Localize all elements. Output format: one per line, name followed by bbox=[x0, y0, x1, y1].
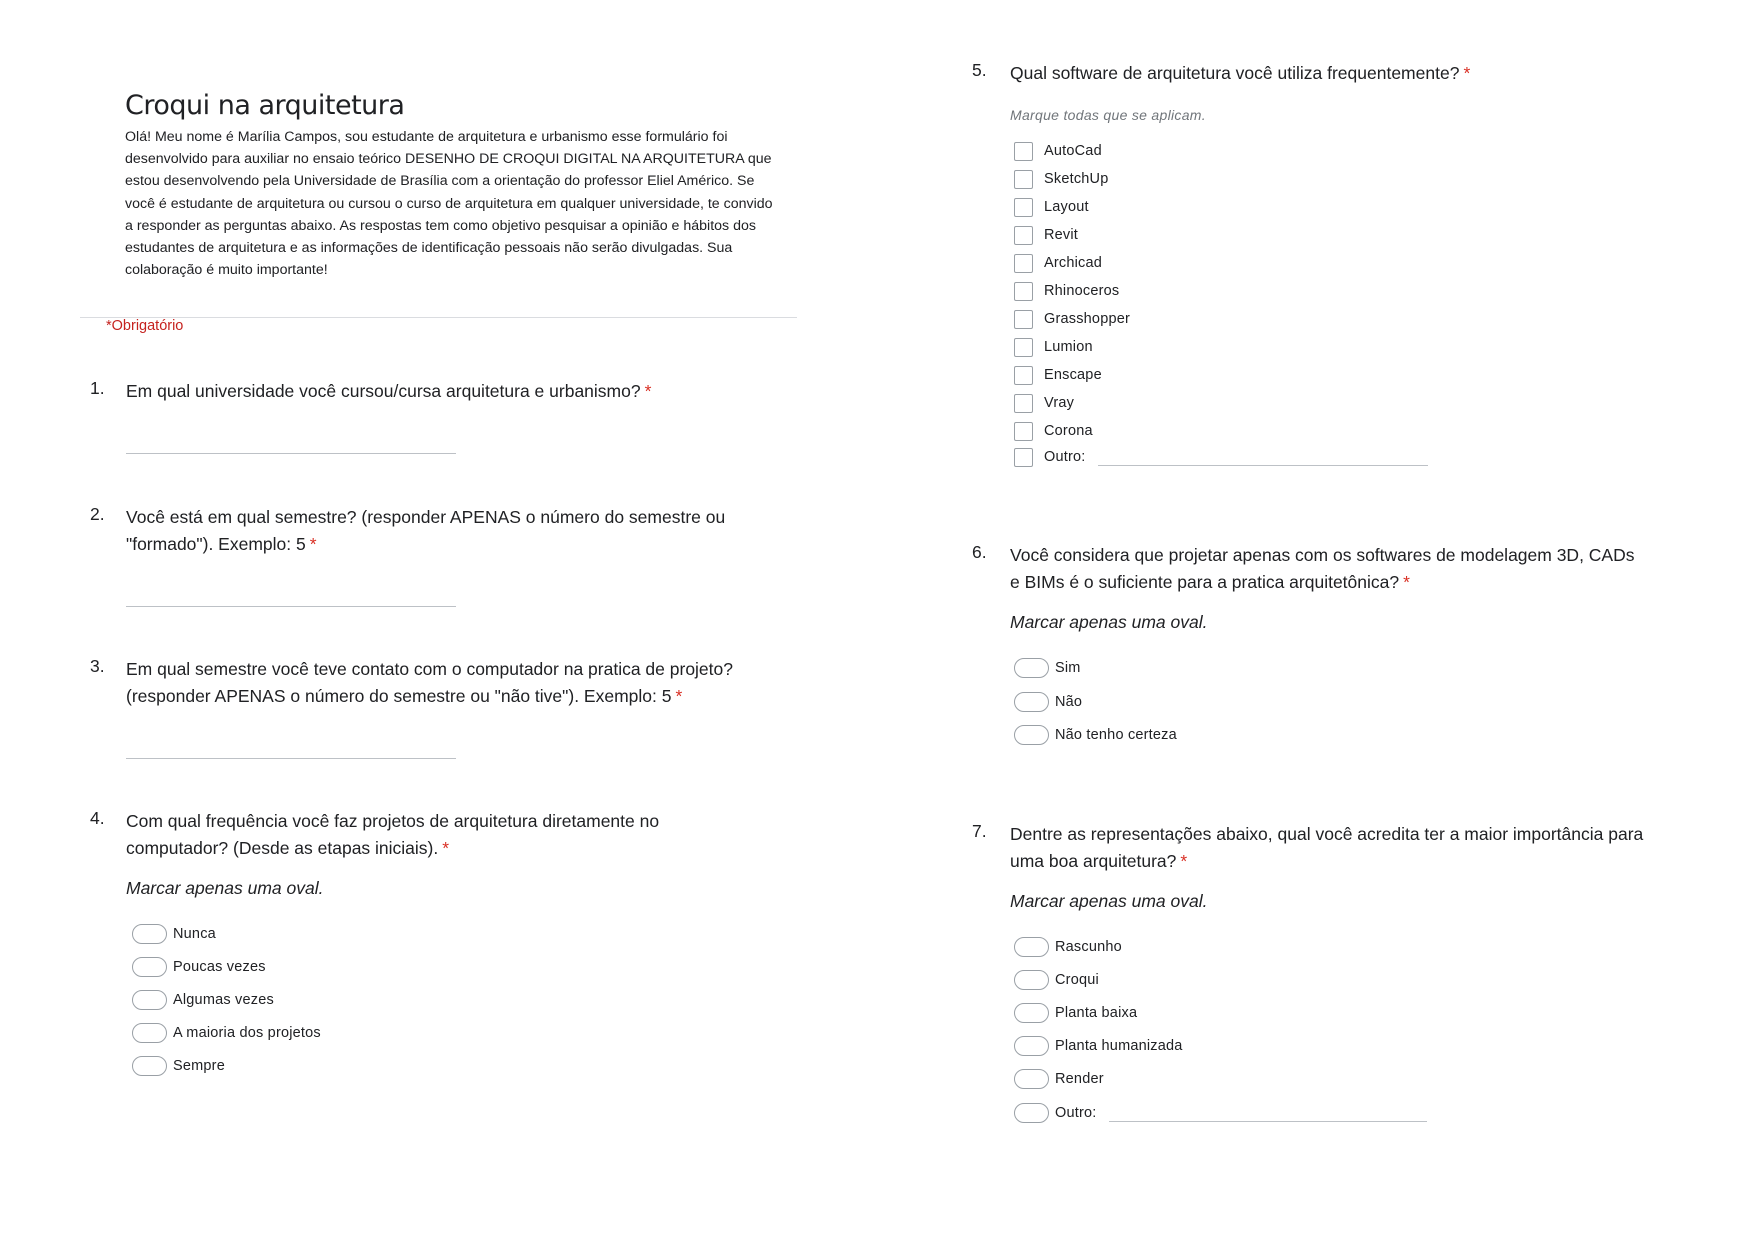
radio-oval[interactable] bbox=[132, 924, 167, 944]
required-asterisk: * bbox=[1403, 572, 1410, 592]
option-label: AutoCad bbox=[1044, 143, 1102, 159]
option-label: Planta humanizada bbox=[1055, 1038, 1183, 1054]
question-number: 7. bbox=[972, 821, 987, 841]
checkbox[interactable] bbox=[1014, 310, 1033, 329]
radio-option[interactable] bbox=[132, 1022, 321, 1044]
option-label: Revit bbox=[1044, 227, 1079, 243]
checkbox-option[interactable] bbox=[1014, 280, 1119, 302]
option-label: Outro: bbox=[1055, 1105, 1097, 1121]
other-text-field[interactable] bbox=[1109, 1121, 1427, 1122]
radio-oval[interactable] bbox=[132, 990, 167, 1010]
option-label: Planta baixa bbox=[1055, 1005, 1138, 1021]
left-column bbox=[0, 0, 877, 1240]
checkbox[interactable] bbox=[1014, 170, 1033, 189]
checkbox[interactable] bbox=[1014, 254, 1033, 273]
question-5 bbox=[972, 60, 1732, 480]
radio-oval[interactable] bbox=[132, 957, 167, 977]
radio-option-other[interactable] bbox=[1014, 1102, 1427, 1124]
option-label: Poucas vezes bbox=[173, 959, 266, 975]
radio-oval[interactable] bbox=[1014, 937, 1049, 957]
radio-oval[interactable] bbox=[132, 1056, 167, 1076]
answer-field-university[interactable] bbox=[126, 453, 456, 454]
option-label: SketchUp bbox=[1044, 171, 1109, 187]
radio-option[interactable] bbox=[132, 956, 266, 978]
checkbox-option[interactable] bbox=[1014, 224, 1078, 246]
option-label: Sim bbox=[1055, 660, 1081, 676]
required-asterisk: * bbox=[1180, 851, 1188, 871]
checkbox-option[interactable] bbox=[1014, 308, 1130, 330]
radio-option[interactable] bbox=[1014, 724, 1177, 746]
question-text: Qual software de arquitetura você utiliza frequentemente? * bbox=[1010, 63, 1471, 83]
checkbox-option[interactable] bbox=[1014, 420, 1093, 442]
question-2 bbox=[90, 504, 810, 609]
radio-option[interactable] bbox=[1014, 1035, 1183, 1057]
option-label: Render bbox=[1055, 1071, 1104, 1087]
form-title: Croqui na arquitetura bbox=[125, 90, 405, 121]
required-asterisk: * bbox=[644, 381, 652, 401]
checkbox-option[interactable] bbox=[1014, 336, 1093, 358]
radio-option[interactable] bbox=[132, 989, 274, 1011]
question-7 bbox=[972, 821, 1732, 1141]
required-asterisk: * bbox=[309, 534, 317, 554]
question-instruction: Marcar apenas uma oval. bbox=[1010, 612, 1208, 632]
answer-field-computer-semester[interactable] bbox=[126, 758, 456, 759]
question-number: 6. bbox=[972, 542, 987, 562]
checkbox-option-other[interactable] bbox=[1014, 446, 1428, 468]
question-6 bbox=[972, 542, 1732, 762]
question-3 bbox=[90, 656, 810, 761]
option-label: Não tenho certeza bbox=[1055, 727, 1177, 743]
checkbox[interactable] bbox=[1014, 422, 1033, 441]
question-number: 1. bbox=[90, 378, 105, 398]
option-label: Não bbox=[1055, 694, 1083, 710]
radio-option[interactable] bbox=[132, 923, 216, 945]
checkbox[interactable] bbox=[1014, 282, 1033, 301]
question-1 bbox=[90, 378, 790, 458]
radio-option[interactable] bbox=[1014, 691, 1082, 713]
option-label: Grasshopper bbox=[1044, 311, 1131, 327]
required-asterisk: * bbox=[675, 686, 683, 706]
option-label: A maioria dos projetos bbox=[173, 1025, 321, 1041]
checkbox[interactable] bbox=[1014, 142, 1033, 161]
radio-option[interactable] bbox=[1014, 969, 1099, 991]
option-label: Enscape bbox=[1044, 367, 1102, 383]
checkbox-option[interactable] bbox=[1014, 252, 1102, 274]
checkbox[interactable] bbox=[1014, 394, 1033, 413]
option-label: Nunca bbox=[173, 926, 216, 942]
radio-oval[interactable] bbox=[1014, 1103, 1049, 1123]
checkbox[interactable] bbox=[1014, 226, 1033, 245]
radio-oval[interactable] bbox=[1014, 725, 1049, 745]
checkbox-option[interactable] bbox=[1014, 392, 1074, 414]
checkbox[interactable] bbox=[1014, 198, 1033, 217]
answer-field-semester[interactable] bbox=[126, 606, 456, 607]
option-label: Algumas vezes bbox=[173, 992, 274, 1008]
option-label: Layout bbox=[1044, 199, 1089, 215]
option-label: Lumion bbox=[1044, 339, 1093, 355]
question-text: Você está em qual semestre? (responder APENAS o número do semestre ou "formado"). Exemplo: 5 * bbox=[126, 507, 726, 554]
question-text: Dentre as representações abaixo, qual você acredita ter a maior importância para uma boa arquitetura? * bbox=[1010, 824, 1644, 871]
header-divider bbox=[80, 317, 797, 318]
radio-option[interactable] bbox=[1014, 936, 1122, 958]
radio-option[interactable] bbox=[132, 1055, 225, 1077]
radio-option[interactable] bbox=[1014, 657, 1081, 679]
question-number: 3. bbox=[90, 656, 105, 676]
required-asterisk: * bbox=[1463, 63, 1471, 83]
checkbox-option[interactable] bbox=[1014, 140, 1102, 162]
radio-oval[interactable] bbox=[1014, 1036, 1049, 1056]
question-number: 5. bbox=[972, 60, 987, 80]
question-number: 2. bbox=[90, 504, 105, 524]
question-instruction: Marcar apenas uma oval. bbox=[126, 878, 324, 898]
checkbox-option[interactable] bbox=[1014, 168, 1108, 190]
radio-oval[interactable] bbox=[1014, 1069, 1049, 1089]
radio-option[interactable] bbox=[1014, 1068, 1104, 1090]
checkbox[interactable] bbox=[1014, 366, 1033, 385]
question-text: Em qual universidade você cursou/cursa arquitetura e urbanismo? * bbox=[126, 381, 652, 401]
option-label: Croqui bbox=[1055, 972, 1099, 988]
radio-oval[interactable] bbox=[132, 1023, 167, 1043]
other-text-field[interactable] bbox=[1098, 465, 1428, 466]
question-instruction: Marcar apenas uma oval. bbox=[1010, 891, 1208, 911]
option-label: Outro: bbox=[1044, 449, 1086, 465]
question-4 bbox=[90, 808, 810, 1088]
checkbox-option[interactable] bbox=[1014, 364, 1102, 386]
option-label: Vray bbox=[1044, 395, 1075, 411]
question-number: 4. bbox=[90, 808, 105, 828]
option-label: Rascunho bbox=[1055, 939, 1122, 955]
radio-oval[interactable] bbox=[1014, 658, 1049, 678]
radio-option[interactable] bbox=[1014, 1002, 1137, 1024]
required-asterisk: * bbox=[442, 838, 450, 858]
option-label: Corona bbox=[1044, 423, 1093, 439]
question-text: Em qual semestre você teve contato com o computador na pratica de projeto? (responder APENAS o número do semestre ou "não tive"). Exemplo: 5 * bbox=[126, 659, 733, 706]
required-note: *Obrigatório bbox=[106, 318, 184, 334]
radio-oval[interactable] bbox=[1014, 692, 1049, 712]
option-label: Rhinoceros bbox=[1044, 283, 1120, 299]
checkbox[interactable] bbox=[1014, 338, 1033, 357]
radio-oval[interactable] bbox=[1014, 970, 1049, 990]
radio-oval[interactable] bbox=[1014, 1003, 1049, 1023]
form-description: Olá! Meu nome é Marília Campos, sou estudante de arquitetura e urbanismo esse formulário foi desenvolvido para auxiliar no ensaio teórico DESENHO DE CROQUI DIGITAL NA ARQUITETURA que estou desenvolvendo pela Universidade de Brasília com a orientação do professor Eliel Américo. Se você é estudante de arquitetura ou cursou o curso de arquitetura em qualquer universidade, te convido a responder as perguntas abaixo. As respostas tem como objetivo pesquisar a opinião e hábitos dos estudantes de arquitetura e as informações de identificação pessoais não serão divulgadas. Sua colaboração é muito importante! bbox=[125, 129, 773, 279]
option-label: Sempre bbox=[173, 1058, 225, 1074]
checkbox[interactable] bbox=[1014, 448, 1033, 467]
question-text: Você considera que projetar apenas com os softwares de modelagem 3D, CADs e BIMs é o suficiente para a pratica arquitetônica? * bbox=[1010, 545, 1635, 592]
right-column bbox=[877, 0, 1755, 1240]
option-label: Archicad bbox=[1044, 255, 1103, 271]
question-text: Com qual frequência você faz projetos de arquitetura diretamente no computador? (Desde as etapas iniciais). * bbox=[126, 811, 660, 858]
question-instruction: Marque todas que se aplicam. bbox=[1010, 107, 1206, 123]
checkbox-option[interactable] bbox=[1014, 196, 1089, 218]
